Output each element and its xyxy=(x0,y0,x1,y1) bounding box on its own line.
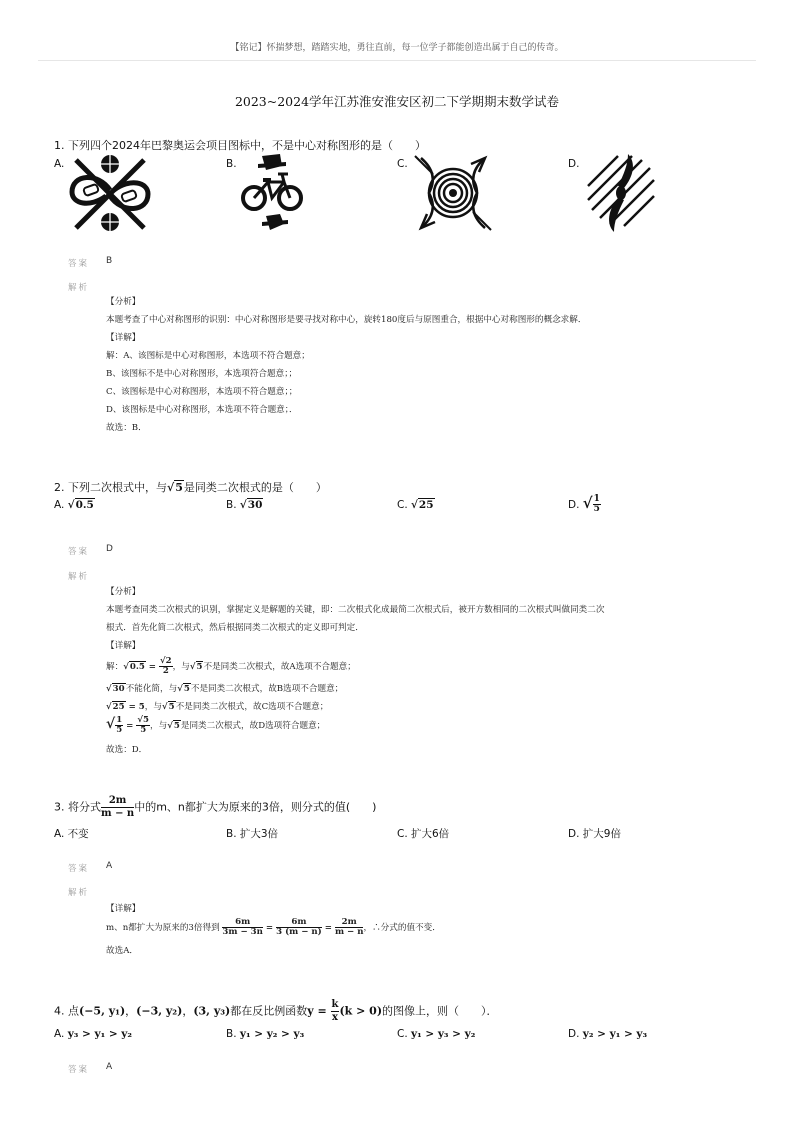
q3-option-a: A. 不变 xyxy=(54,828,89,840)
q3-detail-line: m、n都扩大为原来的3倍得到 $\frac{6m}{3m - 3n}$ = $\frac{6m}{3 (m - n)}$ = $\frac{2m}{m - n}$ ，∴分式的值不变． xyxy=(106,917,441,938)
q3-answer-label: 答案 xyxy=(68,864,90,874)
q2-option-c: C. √25 xyxy=(397,499,434,511)
q1-answer-label: 答案 xyxy=(68,259,90,269)
q1-xiangjie-tag: 【详解】 xyxy=(106,333,141,343)
q1-option-d-label: D. xyxy=(568,158,580,170)
q2-answer-label: 答案 xyxy=(68,547,90,557)
q2-analysis-label: 解析 xyxy=(68,572,90,582)
q2-option-d: D. √ $\frac{1}{5}$ xyxy=(568,493,600,515)
q1-answer-value: B xyxy=(106,256,113,266)
q2-detail-line: 解：√0.5 = $\frac{√2}{2}$ ，与√5不是同类二次根式，故A选项不合题意； xyxy=(106,656,356,677)
q1-option-a-label: A. xyxy=(54,158,65,170)
q4-answer-label: 答案 xyxy=(68,1065,90,1075)
q3-answer-value: A xyxy=(106,861,113,871)
q2-detail-line: 故选：D． xyxy=(106,745,148,755)
q4-answer-value: A xyxy=(106,1062,113,1072)
q3-option-b: B. 扩大3倍 xyxy=(226,828,279,840)
q4-stem: 4. 点(−5, y₁)，(−3, y₂)，(3, y₃)都在反比例函数y = $\frac{k}{x}$ (k > 0)的图像上，则（ ）． xyxy=(54,999,498,1023)
q3-stem: 3. 将分式 $\frac{2m}{m - n}$ 中的m、n都扩大为原来的3倍，则分式的值( ) xyxy=(54,795,377,819)
q4-option-d: D. y₂ > y₁ > y₃ xyxy=(568,1028,648,1040)
q1-detail-line: D、该图标是中心对称图形，本选项不符合题意；． xyxy=(106,405,298,415)
archery-target-icon xyxy=(411,152,495,234)
q2-stem: 2. 下列二次根式中，与√5是同类二次根式的是（ ） xyxy=(54,481,327,494)
q2-fenxi-text: 根式．首先化简二次根式，然后根据同类二次根式的定义即可判定． xyxy=(106,623,364,633)
q3-detail-line: 故选A． xyxy=(106,946,138,956)
q2-detail-line: √30不能化简，与√5不是同类二次根式，故B选项不合题意； xyxy=(106,684,344,694)
fencing-icon xyxy=(584,152,658,234)
page-title: 2023~2024学年江苏淮安淮安区初二下学期期末数学试卷 xyxy=(234,94,560,109)
basketball-icon xyxy=(68,152,152,234)
q2-option-b: B. √30 xyxy=(226,499,263,511)
q3-option-d: D. 扩大9倍 xyxy=(568,828,621,840)
q4-option-c: C. y₁ > y₃ > y₂ xyxy=(397,1028,476,1040)
q2-answer-value: D xyxy=(106,544,113,554)
q2-xiangjie-tag: 【详解】 xyxy=(106,641,141,651)
q3-analysis-label: 解析 xyxy=(68,888,90,898)
q2-fenxi-text: 本题考查同类二次根式的识别，掌握定义是解题的关键，即：二次根式化成最简二次根式后，被开方数相同的二次根式叫做同类二次 xyxy=(106,605,605,615)
q1-fenxi-tag: 【分析】 xyxy=(106,297,141,307)
q1-detail-line: 解：A、该图标是中心对称图形，本选项不符合题意； xyxy=(106,351,310,361)
q2-fenxi-tag: 【分析】 xyxy=(106,587,141,597)
q4-option-b: B. y₁ > y₂ > y₃ xyxy=(226,1028,305,1040)
q1-stem: 1. 下列四个2024年巴黎奥运会项目图标中，不是中心对称图形的是（ ） xyxy=(54,139,426,152)
q1-option-c-label: C. xyxy=(397,158,408,170)
q3-option-c: C. 扩大6倍 xyxy=(397,828,450,840)
q2-detail-line: √ $\frac{1}{5}$ = $\frac{√5}{5}$ ，与√5是同类二次根式，故D选项符合题意； xyxy=(106,715,326,736)
bmx-cycling-icon xyxy=(240,152,304,234)
q2-detail-line: √25 = 5，与√5不是同类二次根式，故C选项不合题意； xyxy=(106,702,329,712)
q1-option-b-label: B. xyxy=(226,158,237,170)
header-divider xyxy=(38,60,756,61)
q1-analysis-label: 解析 xyxy=(68,283,90,293)
q1-detail-line: C、该图标是中心对称图形，本选项不符合题意；； xyxy=(106,387,298,397)
q2-option-a: A. √0.5 xyxy=(54,499,94,511)
q1-detail-line: 故选：B． xyxy=(106,423,147,433)
q4-option-a: A. y₃ > y₁ > y₂ xyxy=(54,1028,133,1040)
q3-xiangjie-tag: 【详解】 xyxy=(106,904,141,914)
q1-fenxi-text: 本题考查了中心对称图形的识别：中心对称图形是要寻找对称中心，旋转180度后与原图重合，根据中心对称图形的概念求解． xyxy=(106,315,587,325)
header-motto: 【铭记】怀揣梦想，踏踏实地，勇往直前，每一位学子都能创造出属于自己的传奇。 xyxy=(230,43,564,53)
q1-detail-line: B、该图标不是中心对称图形，本选项符合题意；； xyxy=(106,369,298,379)
